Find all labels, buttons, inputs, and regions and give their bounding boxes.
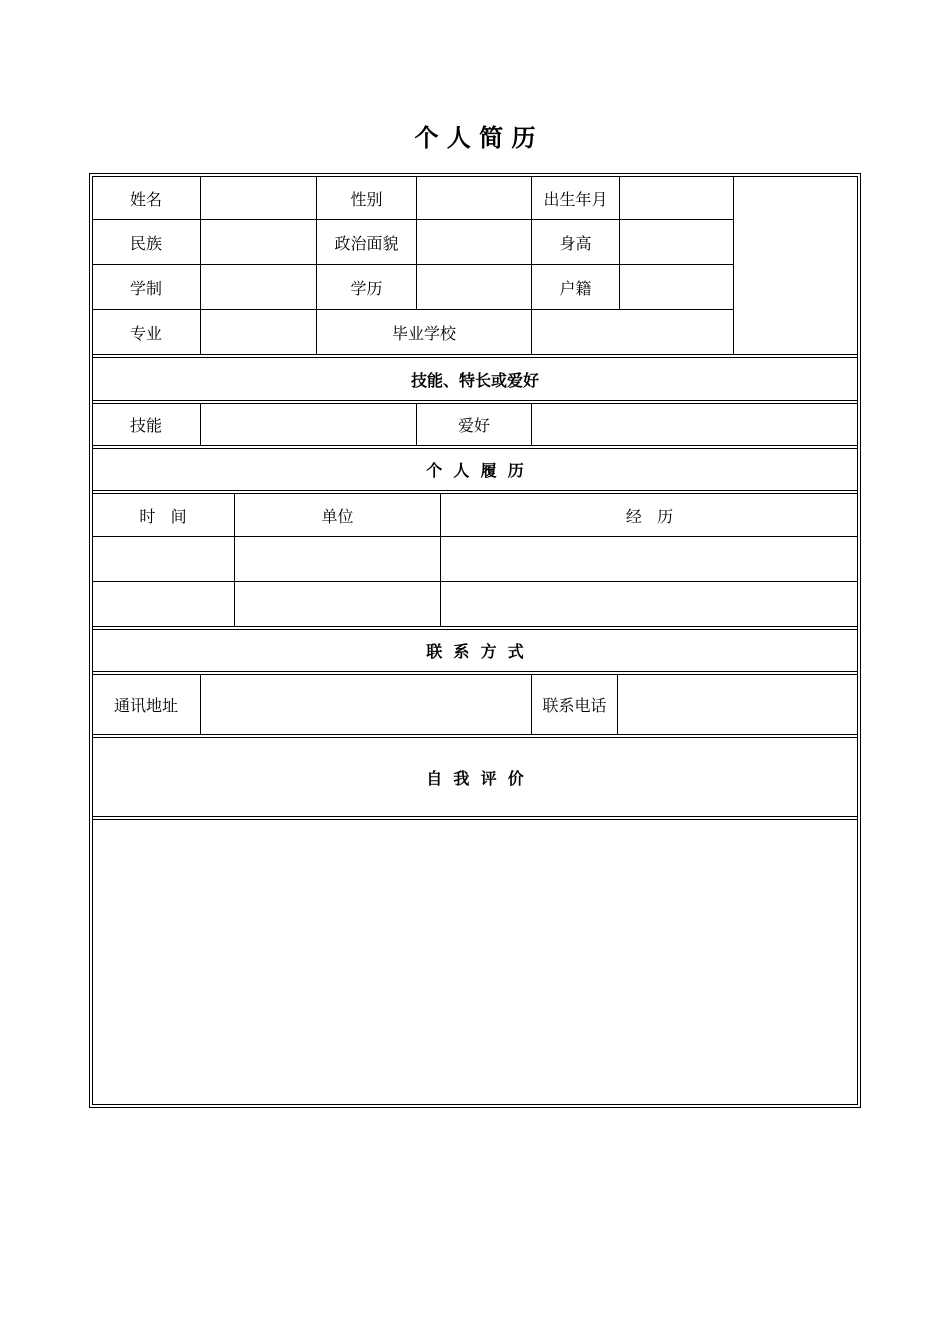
label-hobbies: 爱好 xyxy=(457,416,490,435)
field-phone[interactable] xyxy=(618,675,858,734)
field-political[interactable] xyxy=(417,220,531,264)
skills-section-title: 技能、特长或爱好 xyxy=(410,370,539,390)
label-name: 姓名 xyxy=(129,189,162,209)
history-row-unit[interactable] xyxy=(235,582,440,626)
label-political: 政治面貌 xyxy=(334,233,399,253)
field-address[interactable] xyxy=(201,675,531,734)
field-gender[interactable] xyxy=(417,177,531,219)
col-header-experience: 经 历 xyxy=(625,506,674,526)
history-row-unit[interactable] xyxy=(235,537,440,581)
label-school: 毕业学校 xyxy=(391,323,456,343)
field-name[interactable] xyxy=(201,177,316,219)
section-divider xyxy=(92,734,858,735)
field-hukou[interactable] xyxy=(620,265,733,309)
self-eval-field[interactable] xyxy=(92,820,858,1104)
label-height: 身高 xyxy=(559,233,592,253)
page-title: 个 人 简 历 xyxy=(414,123,536,152)
history-row-time[interactable] xyxy=(92,537,234,581)
field-skills[interactable] xyxy=(201,404,416,445)
section-divider xyxy=(92,354,858,355)
label-ethnicity: 民族 xyxy=(129,233,162,253)
field-major[interactable] xyxy=(201,310,316,354)
contact-section-title: 联 系 方 式 xyxy=(426,642,524,661)
label-address: 通讯地址 xyxy=(113,696,178,715)
section-divider xyxy=(92,626,858,627)
history-row-experience[interactable] xyxy=(441,537,858,581)
photo-area[interactable] xyxy=(734,177,858,354)
history-row-experience[interactable] xyxy=(441,582,858,626)
label-birth: 出生年月 xyxy=(543,189,608,209)
section-divider xyxy=(92,671,858,672)
section-divider xyxy=(92,400,858,401)
field-ethnicity[interactable] xyxy=(201,220,316,264)
label-education: 学历 xyxy=(350,278,383,298)
label-gender: 性别 xyxy=(350,189,383,209)
label-hukou: 户籍 xyxy=(559,278,592,298)
field-hobbies[interactable] xyxy=(532,404,858,445)
self-eval-section-title: 自 我 评 价 xyxy=(426,768,524,788)
label-schooling: 学制 xyxy=(129,278,162,298)
col-header-time: 时 间 xyxy=(139,506,187,526)
section-divider xyxy=(92,490,858,491)
label-phone: 联系电话 xyxy=(542,696,607,715)
label-major: 专业 xyxy=(129,323,162,343)
field-birth[interactable] xyxy=(620,177,733,219)
history-row-time[interactable] xyxy=(92,582,234,626)
history-section-title: 个 人 履 历 xyxy=(426,461,524,480)
label-skills: 技能 xyxy=(129,416,162,435)
field-schooling[interactable] xyxy=(201,265,316,309)
section-divider xyxy=(92,445,858,446)
field-height[interactable] xyxy=(620,220,733,264)
col-header-unit: 单位 xyxy=(321,506,354,526)
section-divider xyxy=(92,816,858,817)
field-school[interactable] xyxy=(532,310,733,354)
field-education[interactable] xyxy=(417,265,531,309)
